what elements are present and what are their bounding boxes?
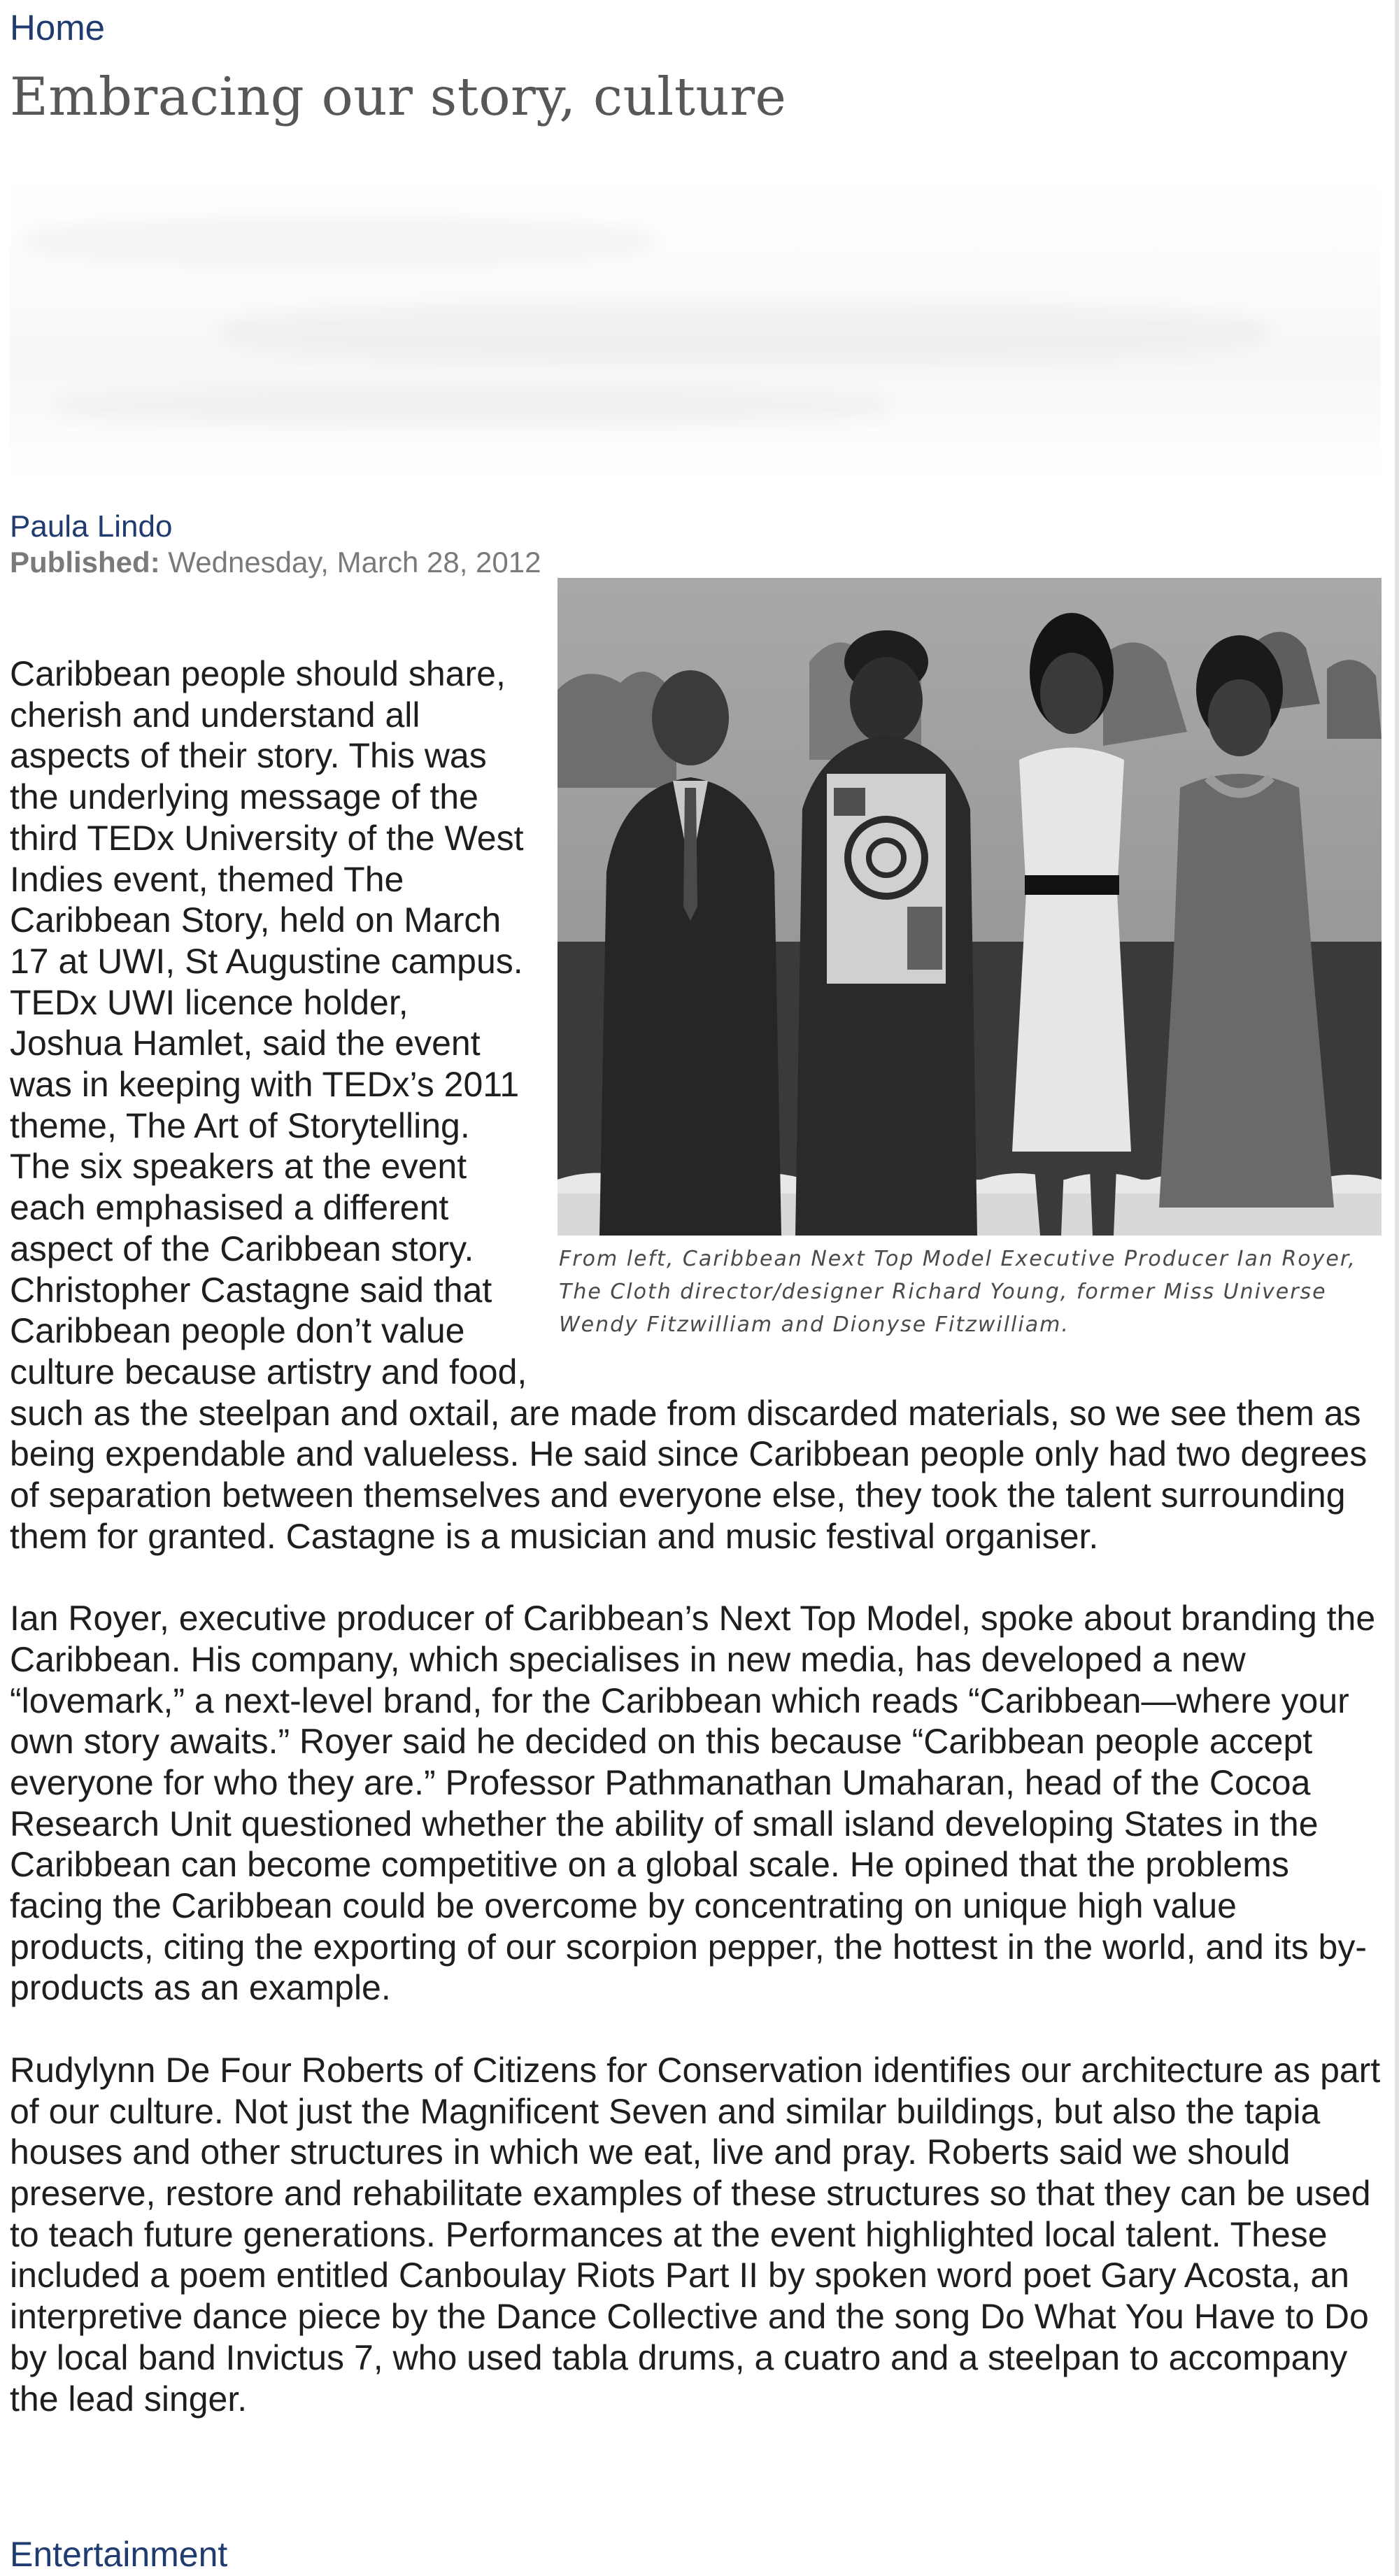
article-paragraph: Ian Royer, executive producer of Caribbean’s Next Top Model, spoke about branding the Caribbean. His company, which specialises in new media, has developed a new “lovemark,” a next-level brand, for the Caribbean which reads “Caribbean—where your own story awaits.” Royer said he decided on this because “Caribbean people accept everyone for who they are.” Professor Pathmanathan Umaharan, head of the Cocoa Research Unit questioned whether the ability of small island developing States in the Caribbean can become competitive on a global scale. He opined that the problems facing the Caribbean could be overcome by concentrating on unique high value products, citing the exporting of our scorpion pepper, the hottest in the world, and its by-products as an example. <box>10 1599 1376 2008</box>
published-date-value: Wednesday, March 28, 2012 <box>168 546 541 579</box>
author-link[interactable]: Paula Lindo <box>10 509 173 544</box>
figure-spacer <box>530 653 1384 1381</box>
page-title: Embracing our story, culture <box>10 66 787 127</box>
home-link[interactable]: Home <box>10 8 106 48</box>
image-caption: From left, Caribbean Next Top Model Executive Producer Ian Royer, The Cloth director/designer Richard Young, former Miss Universe Wendy Fitzwilliam and Dionyse Fitzwilliam. <box>559 1247 1356 1337</box>
ad-placeholder <box>10 175 1381 483</box>
publish-date <box>10 544 541 581</box>
scrollbar[interactable] <box>1395 0 1399 2576</box>
category-link[interactable]: Entertainment <box>10 2535 228 2574</box>
article-paragraph: Rudylynn De Four Roberts of Citizens for Conservation identifies our architecture as part of our culture. Not just the Magnificent Seven and similar buildings, but also the tapia houses and other structures in which we eat, live and pray. Roberts said we should preserve, restore and rehabilitate examples of these structures so that they can be used to teach future generations. Performances at the event highlighted local talent. These included a poem entitled Canboulay Riots Part II by spoken word poet Gary Acosta, an interpretive dance piece by the Dance Collective and the song Do What You Have to Do by local band Invictus 7, who used tabla drums, a cuatro and a steelpan to accompany the lead singer. <box>10 2050 1381 2419</box>
published-label: Published: <box>10 546 160 579</box>
article-paragraph: Caribbean people should share, cherish and understand all aspects of their story. This was the underlying message of the third TEDx University of the West Indies event, themed The Caribbean Story, held on March 17 at UWI, St Augustine campus. TEDx UWI licence holder, Joshua Hamlet, said the event was in keeping with TEDx’s 2011 theme, The Art of Storytelling. The six speakers at the event each emphasised a different aspect of the Caribbean story. Christopher Castagne said that Caribbean people don’t value culture because artistry and food, such as the steelpan and oxtail, are made from discarded materials, so we see them as being expendable and valueless. He said since Caribbean people only had two degrees of separation between themselves and everyone else, they took the talent surrounding them for granted. Castagne is a musician and music festival organiser. <box>10 654 1368 1556</box>
article-body <box>10 653 1384 2419</box>
